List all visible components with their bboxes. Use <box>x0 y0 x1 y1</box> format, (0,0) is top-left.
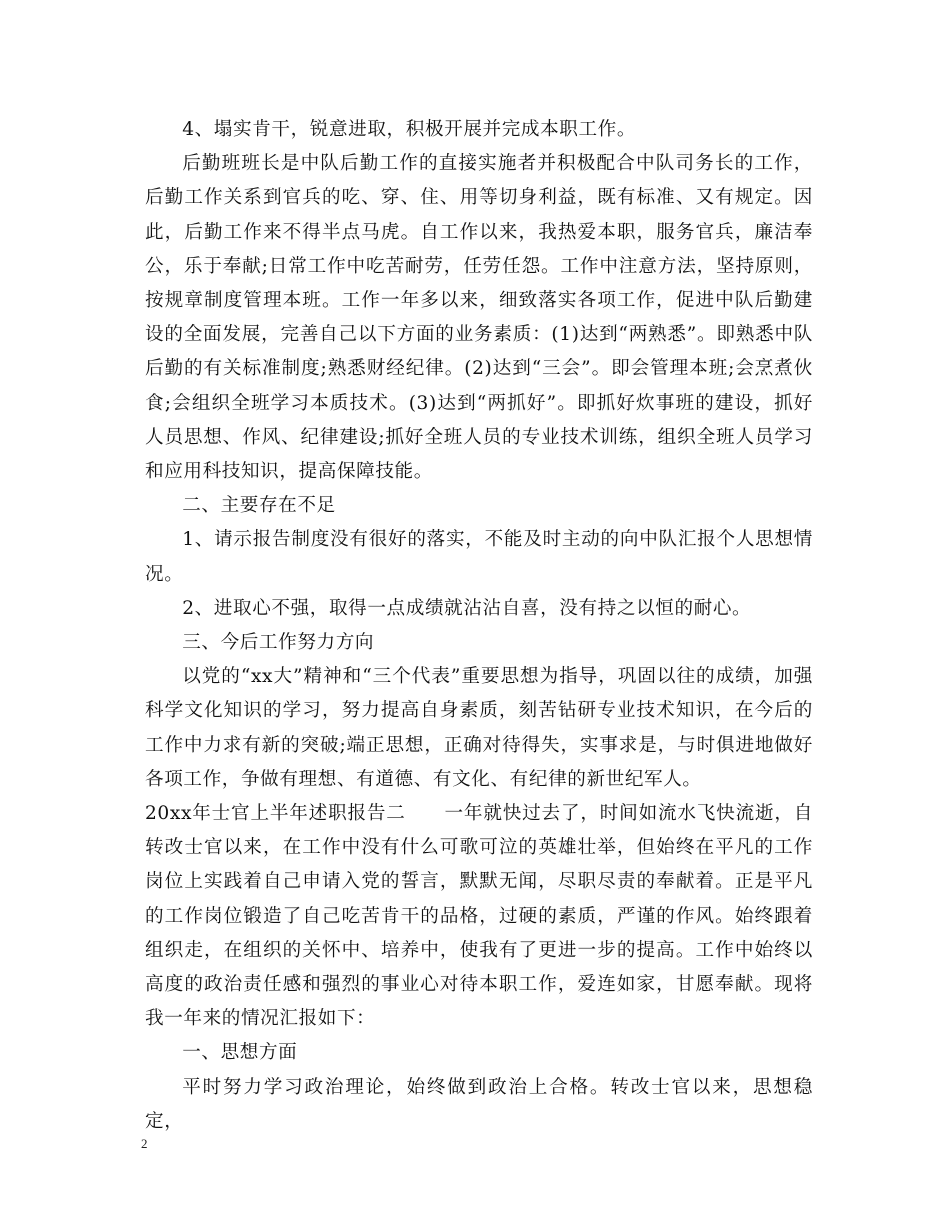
section-heading-direction: 三、今后工作努力方向 <box>182 632 375 654</box>
document-body <box>145 113 813 1139</box>
paragraph-shortcoming-1: 1、请示报告制度没有很好的落实，不能及时主动的向中队汇报个人思想情况。 <box>145 529 813 585</box>
paragraph-2: 后勤班班长是中队后勤工作的直接实施者并积极配合中队司务长的工作，后勤工作关系到官兵的吃、穿、住、用等切身利益，既有标准、又有规定。因此，后勤工作来不得半点马虎。自工作以来，我热爱本职，服务官兵，廉洁奉公，乐于奉献;日常工作中吃苦耐劳，任劳任怨。工作中注意方法，坚持原则，按规章制度管理本班。工作一年多以来，细致落实各项工作，促进中队后勤建设的全面发展，完善自己以下方面的业务素质：(1)达到“两熟悉”。即熟悉中队后勤的有关标准制度;熟悉财经纪律。(2)达到“三会”。即会管理本班;会烹煮伙食;会组织全班学习本质技术。(3)达到“两抓好”。即抓好炊事班的建设，抓好人员思想、作风、纪律建设;抓好全班人员的专业技术训练，组织全班人员学习和应用科技知识，提高保障技能。 <box>145 153 813 483</box>
section-heading-thought: 一、思想方面 <box>182 1042 298 1064</box>
paragraph-report-two: 20xx年士官上半年述职报告二 一年就快过去了，时间如流水飞快流逝，自转改士官以来，在工作中没有什么可歌可泣的英雄壮举，但始终在平凡的工作岗位上实践着自己申请入党的誓言，默默无闻，尽职尽责的奉献着。正是平凡的工作岗位锻造了自己吃苦肯干的品格，过硬的素质，严谨的作风。始终跟着组织走，在组织的关怀中、培养中，使我有了更进一步的提高。工作中始终以高度的政治责任感和强烈的事业心对待本职工作，爱连如家，甘愿奉献。现将我一年来的情况汇报如下： <box>145 803 813 1030</box>
page-number: 2 <box>141 1136 148 1151</box>
paragraph-shortcoming-2: 2、进取心不强，取得一点成绩就沾沾自喜，没有持之以恒的耐心。 <box>182 597 752 619</box>
paragraph-1: 4、塌实肯干，锐意进取，积极开展并完成本职工作。 <box>182 119 637 140</box>
section-heading-shortcomings: 二、主要存在不足 <box>182 495 336 517</box>
paragraph-thought: 平时努力学习政治理论，始终做到政治上合格。转改士官以来，思想稳定， <box>145 1076 813 1132</box>
paragraph-direction: 以党的“xx大”精神和“三个代表”重要思想为指导，巩固以往的成绩，加强科学文化知识的学习，努力提高自身素质，刻苦钻研专业技术知识，在今后的工作中力求有新的突破;端正思想，正确对待得失，实事求是，与时俱进地做好各项工作，争做有理想、有道德、有文化、有纪律的新世纪军人。 <box>145 666 813 790</box>
